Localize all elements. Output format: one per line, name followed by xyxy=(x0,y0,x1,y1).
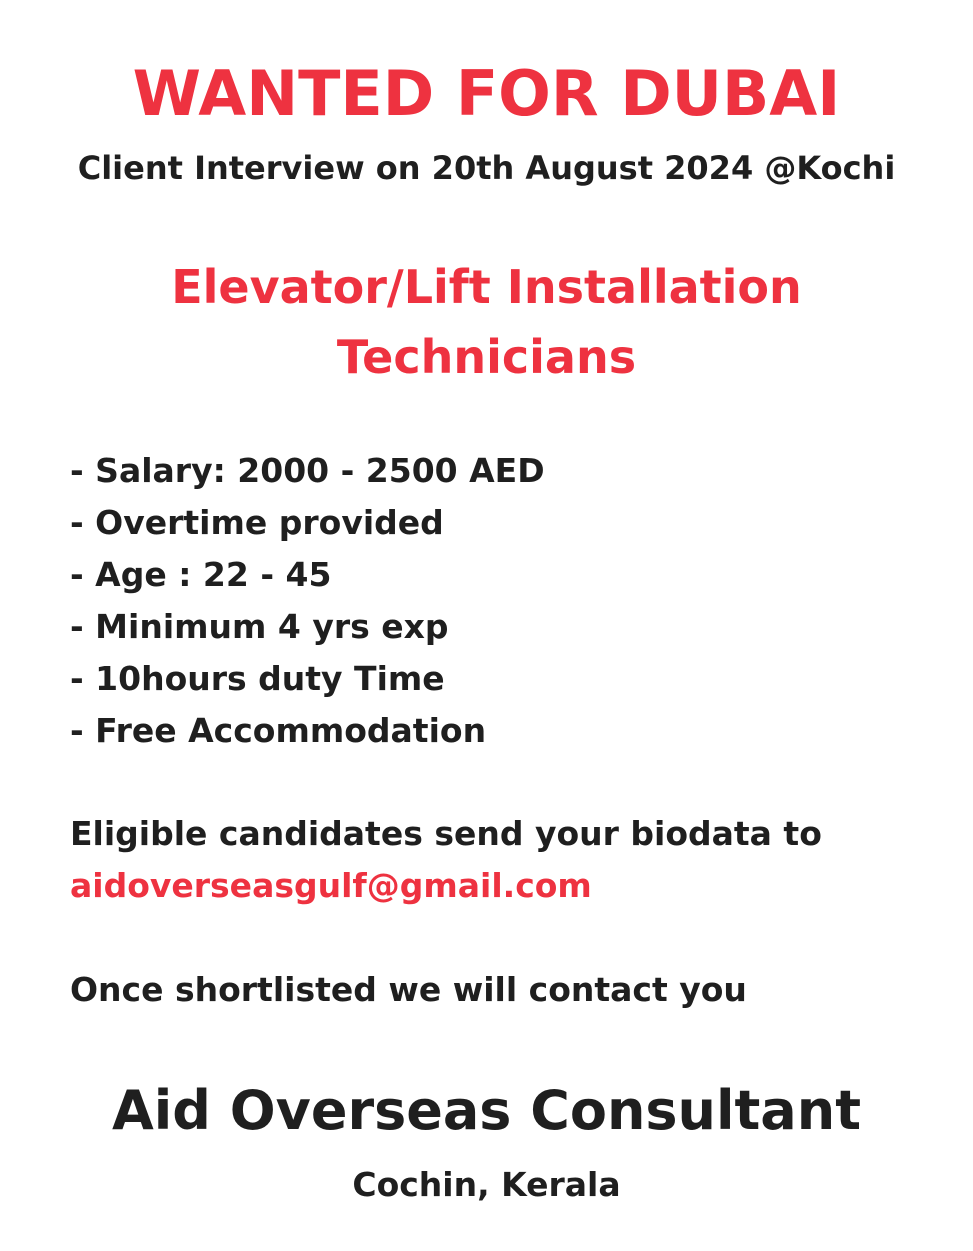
detail-overtime: - Overtime provided xyxy=(70,503,444,542)
company-name: Aid Overseas Consultant xyxy=(111,1079,862,1142)
interview-info: Client Interview on 20th August 2024 @Kochi xyxy=(77,149,896,187)
job-title-line-1: Elevator/Lift Installation xyxy=(171,260,802,314)
contact-note: Once shortlisted we will contact you xyxy=(70,970,747,1009)
detail-duty-time: - 10hours duty Time xyxy=(70,659,445,698)
detail-age: - Age : 22 - 45 xyxy=(70,555,332,594)
job-title-line-2: Technicians xyxy=(336,330,637,384)
email-link[interactable]: aidoverseasgulf@gmail.com xyxy=(70,866,592,905)
detail-accommodation: - Free Accommodation xyxy=(70,711,487,750)
detail-salary: - Salary: 2000 - 2500 AED xyxy=(70,451,545,490)
job-title xyxy=(0,252,973,392)
headline: WANTED FOR DUBAI xyxy=(132,57,841,130)
detail-experience: - Minimum 4 yrs exp xyxy=(70,607,449,646)
company-location: Cochin, Kerala xyxy=(352,1165,621,1204)
job-details-list xyxy=(70,445,545,757)
apply-instructions: Eligible candidates send your biodata to xyxy=(70,814,822,853)
